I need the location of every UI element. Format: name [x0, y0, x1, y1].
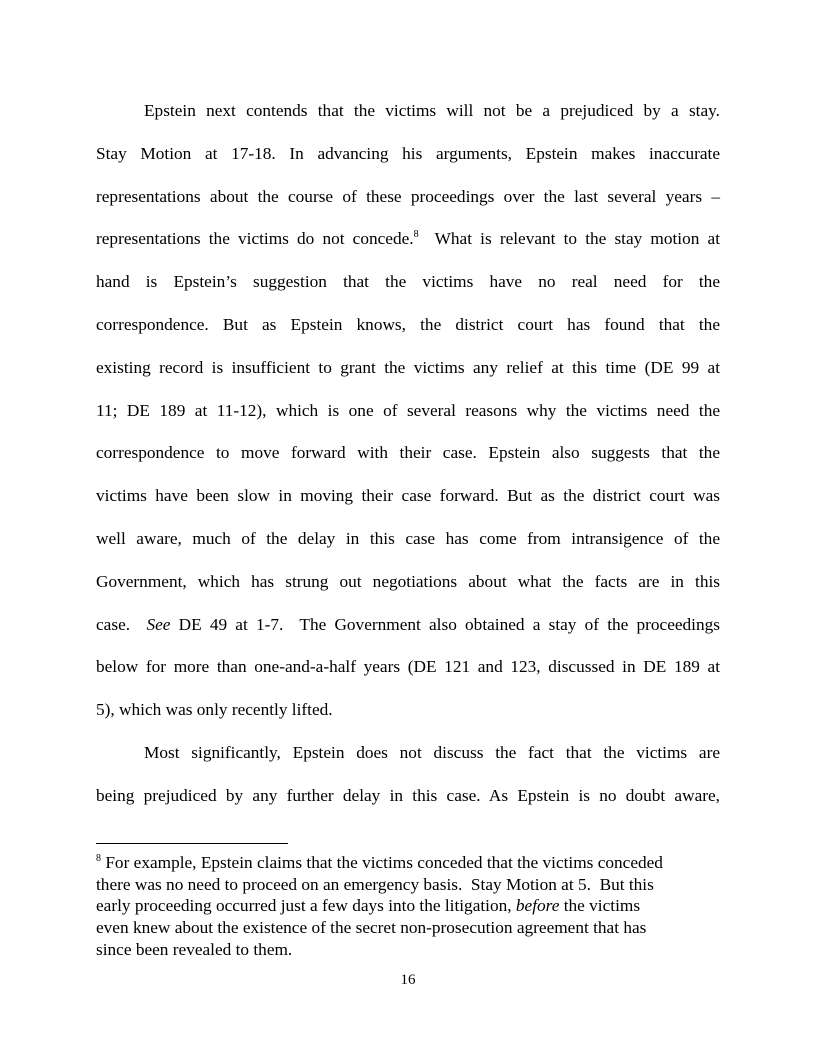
body-text-segment: case.	[96, 614, 147, 634]
body-line: Government, which has strung out negotiations about what the facts are in this	[96, 571, 720, 591]
italic-signal: See	[146, 614, 171, 634]
body-text-segment: representations the victims do not concede.	[96, 229, 414, 249]
footnote-text: For example, Epstein claims that the victims conceded that the victims conceded	[101, 853, 663, 872]
body-line: hand is Epstein’s suggestion that the victims have no real need for the	[96, 272, 720, 292]
body-line: being prejudiced by any further delay in this case. As Epstein is no doubt aware,	[96, 785, 720, 805]
body-line: victims have been slow in moving their case forward. But as the district court was	[96, 486, 720, 506]
page-number: 16	[400, 972, 416, 988]
body-line: correspondence to move forward with their case. Epstein also suggests that the	[96, 443, 720, 463]
footnote	[96, 852, 720, 960]
body-line: Stay Motion at 17-18. In advancing his arguments, Epstein makes inaccurate	[96, 143, 720, 163]
body-line: representations about the course of these proceedings over the last several years –	[96, 186, 720, 206]
footnote-italic: before	[515, 896, 560, 916]
footnote-line: since been revealed to them.	[96, 939, 293, 959]
body-line: 5), which was only recently lifted.	[96, 700, 333, 720]
body-line: below for more than one-and-a-half years (DE 121 and 123, discussed in DE 189 at	[96, 657, 720, 677]
body-line: existing record is insufficient to grant the victims any relief at this time (DE 99 at	[96, 357, 720, 377]
body-line	[96, 218, 720, 261]
body-line: Epstein next contends that the victims will not be a prejudiced by a stay.	[144, 101, 720, 120]
footnote-line	[96, 895, 720, 917]
footnote-separator	[96, 843, 288, 844]
footnote-line: there was no need to proceed on an emergency basis. Stay Motion at 5. But this	[96, 874, 654, 894]
footnote-marker: 8	[96, 853, 101, 864]
body-line: correspondence. But as Epstein knows, the district court has found that the	[96, 314, 720, 334]
footnote-line: even knew about the existence of the secret non-prosecution agreement that has	[96, 918, 647, 938]
body-line: 11; DE 189 at 11-12), which is one of several reasons why the victims need the	[96, 400, 720, 420]
footnote-reference: 8	[413, 229, 419, 241]
body-line: Most significantly, Epstein does not discuss the fact that the victims are	[144, 742, 720, 762]
footnote-text: the victims	[559, 896, 641, 916]
footnote-line	[96, 852, 720, 874]
body-text-segment: What is relevant to the stay motion at	[418, 229, 721, 249]
footnote-text: early proceeding occurred just a few days into the litigation,	[96, 896, 516, 916]
body-line: well aware, much of the delay in this case has come from intransigence of the	[96, 528, 720, 548]
body-line	[96, 604, 720, 647]
body-text	[96, 90, 720, 818]
body-text-segment: DE 49 at 1-7. The Government also obtained a stay of the proceedings	[170, 614, 720, 634]
